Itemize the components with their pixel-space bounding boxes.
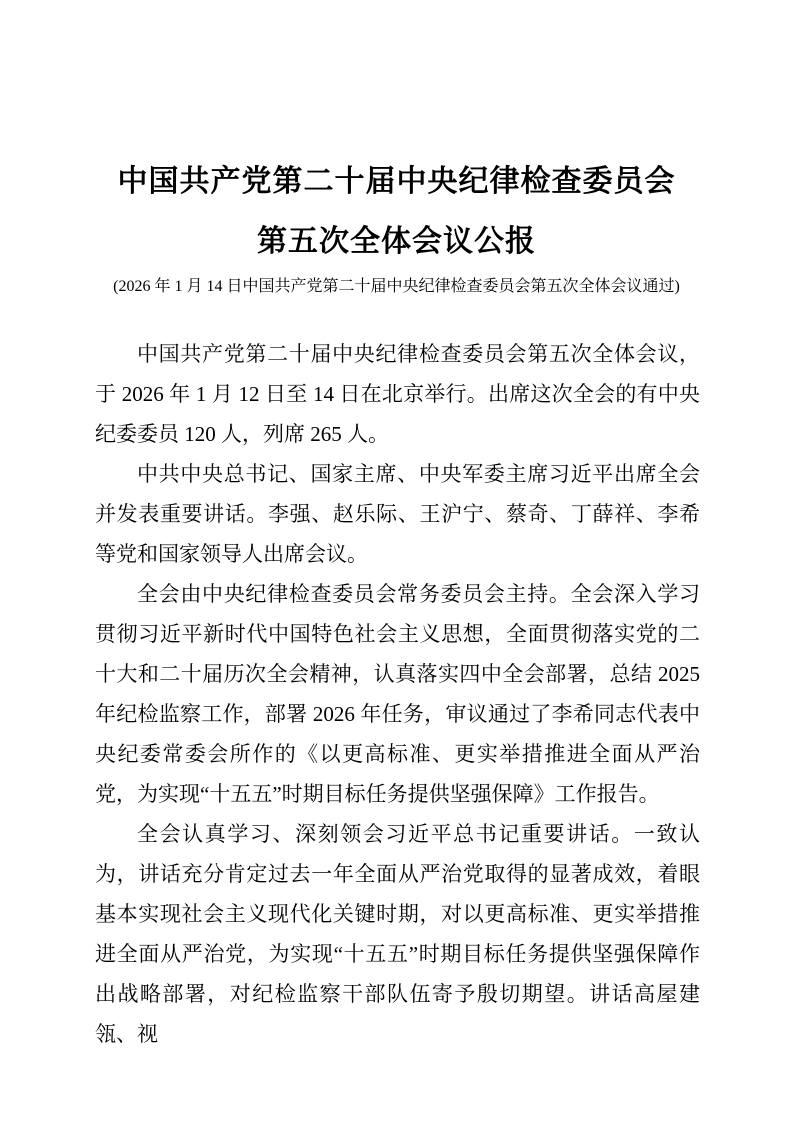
document-title-line1: 中国共产党第二十届中央纪律检查委员会 [117, 165, 676, 198]
body-paragraph: 全会由中央纪律检查委员会常务委员会主持。全会深入学习贯彻习近平新时代中国特色社会主义思想，全面贯彻落实党的二十大和二十届历次全会精神，认真落实四中全会部署，总结 2025 年纪检监察工作，部署 2026 年任务，审议通过了李希同志代表中央纪委常委会所作的《以更高标准、更实举措推进全面从严治党，为实现“十五五”时期目标任务提供坚强保障》工作报告。 [95, 582, 700, 806]
document-title [60, 152, 733, 272]
document-title-line2: 第五次全体会议公报 [257, 225, 536, 258]
document-subtitle: (2026 年 1 月 14 日中国共产党第二十届中央纪律检查委员会第五次全体会议通过) [113, 278, 680, 295]
body-paragraph: 中国共产党第二十届中央纪律检查委员会第五次全体会议，于 2026 年 1 月 12 日至 14 日在北京举行。出席这次全会的有中央纪委委员 120 人，列席 265 人。 [95, 342, 700, 446]
document-body [95, 334, 700, 1054]
body-paragraph: 中共中央总书记、国家主席、中央军委主席习近平出席全会并发表重要讲话。李强、赵乐际、王沪宁、蔡奇、丁薛祥、李希等党和国家领导人出席会议。 [95, 462, 700, 566]
body-paragraph: 全会认真学习、深刻领会习近平总书记重要讲话。一致认为，讲话充分肯定过去一年全面从严治党取得的显著成效，着眼基本实现社会主义现代化关键时期，对以更高标准、更实举措推进全面从严治党，为实现“十五五”时期目标任务提供坚强保障作出战略部署，对纪检监察干部队伍寄予殷切期望。讲话高屋建瓴、视 [95, 822, 700, 1046]
